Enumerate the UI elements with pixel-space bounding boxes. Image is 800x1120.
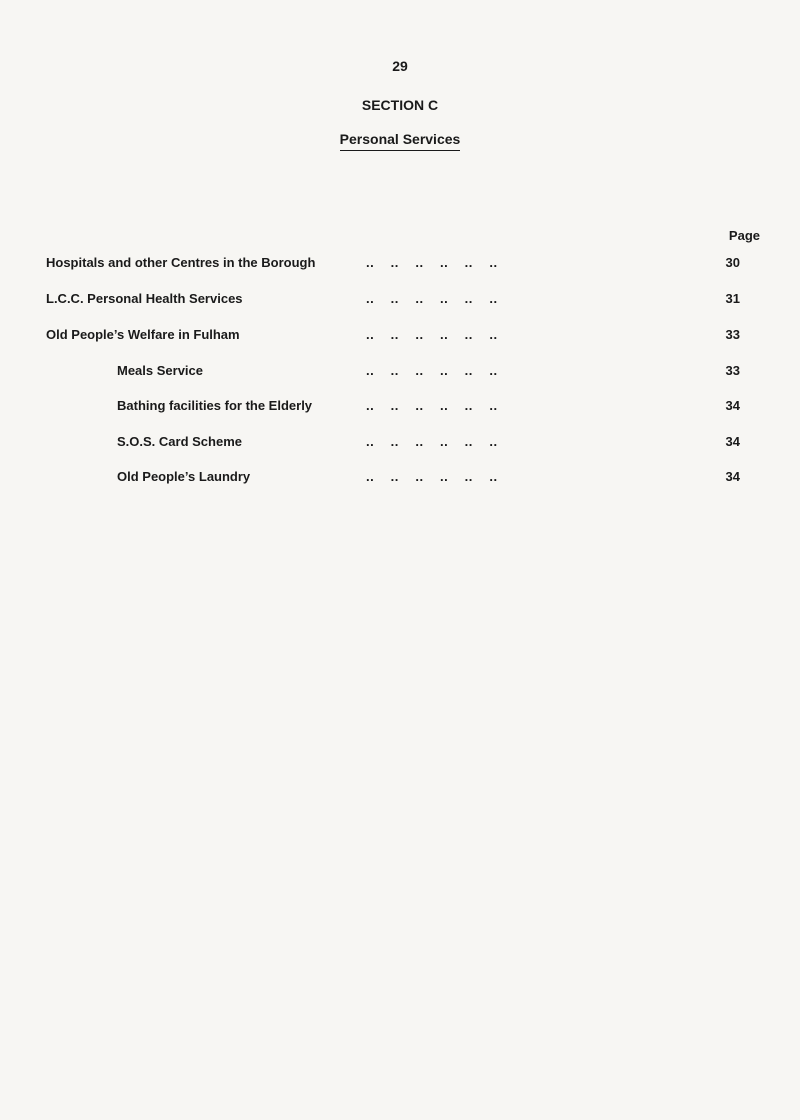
toc-entry xyxy=(0,363,800,381)
toc-entry-label: L.C.C. Personal Health Services xyxy=(46,291,243,306)
toc-entry-page: 30 xyxy=(725,255,740,270)
toc-dot-leader: .. .. .. .. .. .. xyxy=(366,327,498,342)
toc-entry xyxy=(0,327,800,345)
toc-dot-leader: .. .. .. .. .. .. xyxy=(366,255,498,270)
toc-dot-leader: .. .. .. .. .. .. xyxy=(366,291,498,306)
toc-entry xyxy=(0,398,800,416)
toc-dot-leader: .. .. .. .. .. .. xyxy=(366,363,498,378)
page-column-header: Page xyxy=(728,228,760,243)
toc-dot-leader: .. .. .. .. .. .. xyxy=(366,434,498,449)
section-title: SECTION C xyxy=(361,97,439,113)
toc-entry-page: 34 xyxy=(725,434,740,449)
toc-entry-label: Meals Service xyxy=(117,363,204,378)
page-number: 29 xyxy=(392,58,408,74)
toc-entry-label: Old People’s Welfare in Fulham xyxy=(46,327,240,342)
toc-entry-label: S.O.S. Card Scheme xyxy=(117,434,242,449)
toc-dot-leader: .. .. .. .. .. .. xyxy=(366,469,498,484)
toc-entry-page: 33 xyxy=(725,327,740,342)
toc-entry-page: 34 xyxy=(725,469,740,484)
toc-dot-leader: .. .. .. .. .. .. xyxy=(366,398,498,413)
toc-entry-page: 34 xyxy=(725,398,740,413)
toc-entry xyxy=(0,469,800,487)
toc-entry xyxy=(0,291,800,309)
toc-entry-page: 31 xyxy=(725,291,740,306)
toc-entry-page: 33 xyxy=(725,363,740,378)
toc-entry-label: Bathing facilities for the Elderly xyxy=(117,398,313,413)
toc-entry-label: Hospitals and other Centres in the Borough xyxy=(46,255,316,270)
toc-entry xyxy=(0,434,800,452)
toc-entry xyxy=(0,255,800,273)
toc-entry-label: Old People’s Laundry xyxy=(117,469,251,484)
section-subtitle-text: Personal Services xyxy=(340,131,461,151)
